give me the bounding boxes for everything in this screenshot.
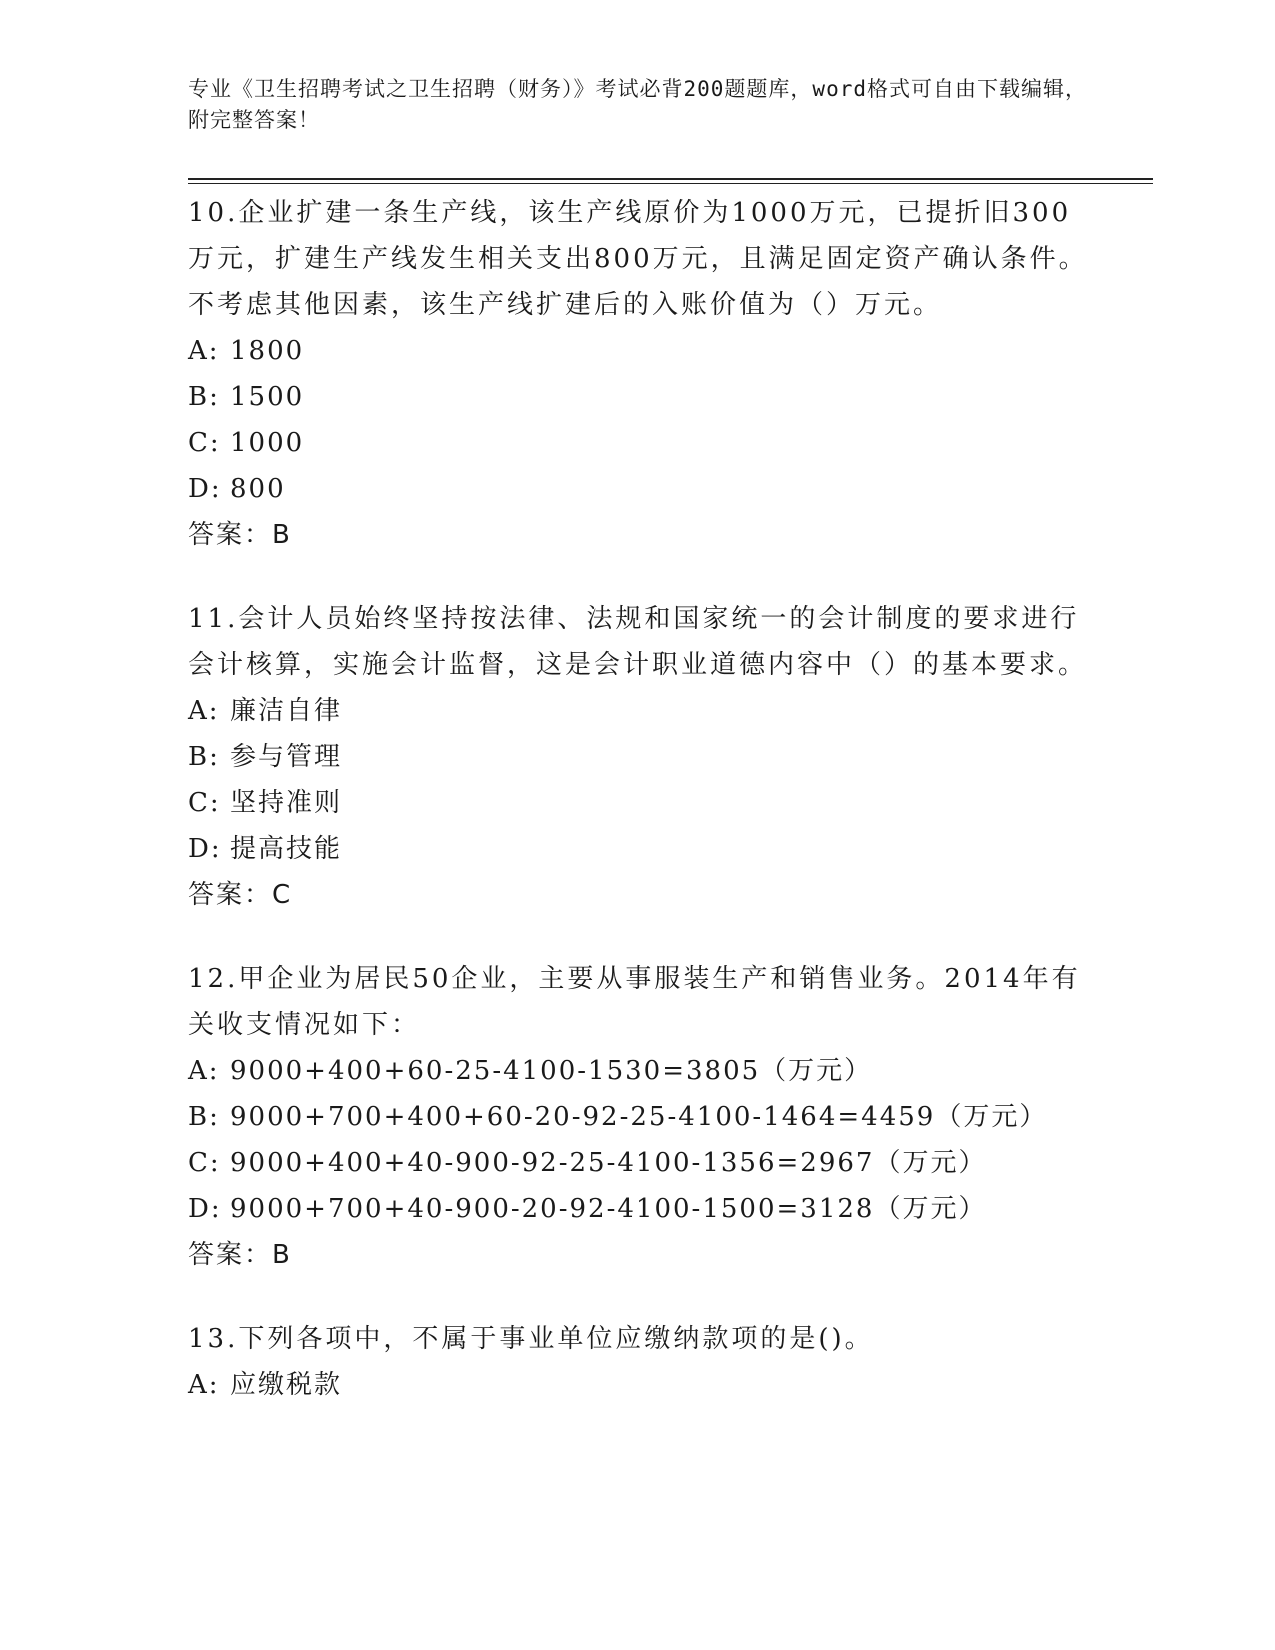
document-title: 专业《卫生招聘考试之卫生招聘（财务）》考试必背200题题库，word格式可自由下载编辑，附完整答案！ [188, 77, 1087, 132]
answer-line: 答案：C [188, 880, 293, 910]
option-key: B: [188, 1102, 220, 1132]
option-text: 9000+400+40-900-92-25-4100-1356=2967（万元） [230, 1148, 987, 1178]
option-d [188, 1186, 1088, 1232]
option-c [188, 780, 1088, 826]
question-stem: 10.企业扩建一条生产线，该生产线原价为1000万元，已提折旧300万元，扩建生产线发生相关支出800万元，且满足固定资产确认条件。不考虑其他因素，该生产线扩建后的入账价值为（）万元。 [188, 198, 1088, 320]
option-text: 坚持准则 [230, 788, 343, 818]
answer-line: 答案：B [188, 520, 292, 550]
option-key: D: [188, 834, 222, 864]
option-key: B: [188, 742, 220, 772]
option-text: 9000+700+400+60-20-92-25-4100-1464=4459（万元） [230, 1102, 1048, 1132]
question-stem: 13.下列各项中，不属于事业单位应缴纳款项的是()。 [188, 1324, 874, 1354]
option-d [188, 826, 1088, 872]
option-key: C: [188, 428, 221, 458]
option-text: 应缴税款 [230, 1370, 343, 1400]
option-key: C: [188, 788, 221, 818]
option-text: 9000+700+40-900-20-92-4100-1500=3128（万元） [230, 1194, 987, 1224]
option-key: A: [188, 1370, 220, 1400]
option-text: 1000 [230, 428, 305, 458]
option-a [188, 1362, 1088, 1408]
question-item [188, 1316, 1088, 1408]
question-list [188, 190, 1088, 1446]
option-text: 800 [230, 474, 286, 504]
option-a [188, 328, 1088, 374]
option-a [188, 688, 1088, 734]
option-c [188, 420, 1088, 466]
question-stem: 11.会计人员始终坚持按法律、法规和国家统一的会计制度的要求进行会计核算，实施会计监督，这是会计职业道德内容中（）的基本要求。 [188, 604, 1088, 680]
answer-line: 答案：B [188, 1240, 292, 1270]
option-b [188, 1094, 1088, 1140]
option-key: D: [188, 474, 222, 504]
option-key: A: [188, 1056, 220, 1086]
option-a [188, 1048, 1088, 1094]
option-key: D: [188, 1194, 222, 1224]
option-b [188, 734, 1088, 780]
option-text: 1800 [230, 336, 305, 366]
option-b [188, 374, 1088, 420]
question-item [188, 956, 1088, 1278]
option-key: A: [188, 696, 220, 726]
option-text: 1500 [230, 382, 305, 412]
option-text: 提高技能 [230, 834, 343, 864]
header-divider [188, 178, 1153, 180]
option-key: B: [188, 382, 220, 412]
option-d [188, 466, 1088, 512]
option-c [188, 1140, 1088, 1186]
option-text: 参与管理 [230, 742, 343, 772]
header-divider-thin [188, 183, 1153, 184]
question-stem: 12.甲企业为居民50企业，主要从事服装生产和销售业务。2014年有关收支情况如下： [188, 964, 1081, 1040]
question-item [188, 596, 1088, 918]
option-text: 9000+400+60-25-4100-1530=3805（万元） [230, 1056, 873, 1086]
option-text: 廉洁自律 [230, 696, 343, 726]
option-key: A: [188, 336, 220, 366]
option-key: C: [188, 1148, 221, 1178]
question-item [188, 190, 1088, 558]
